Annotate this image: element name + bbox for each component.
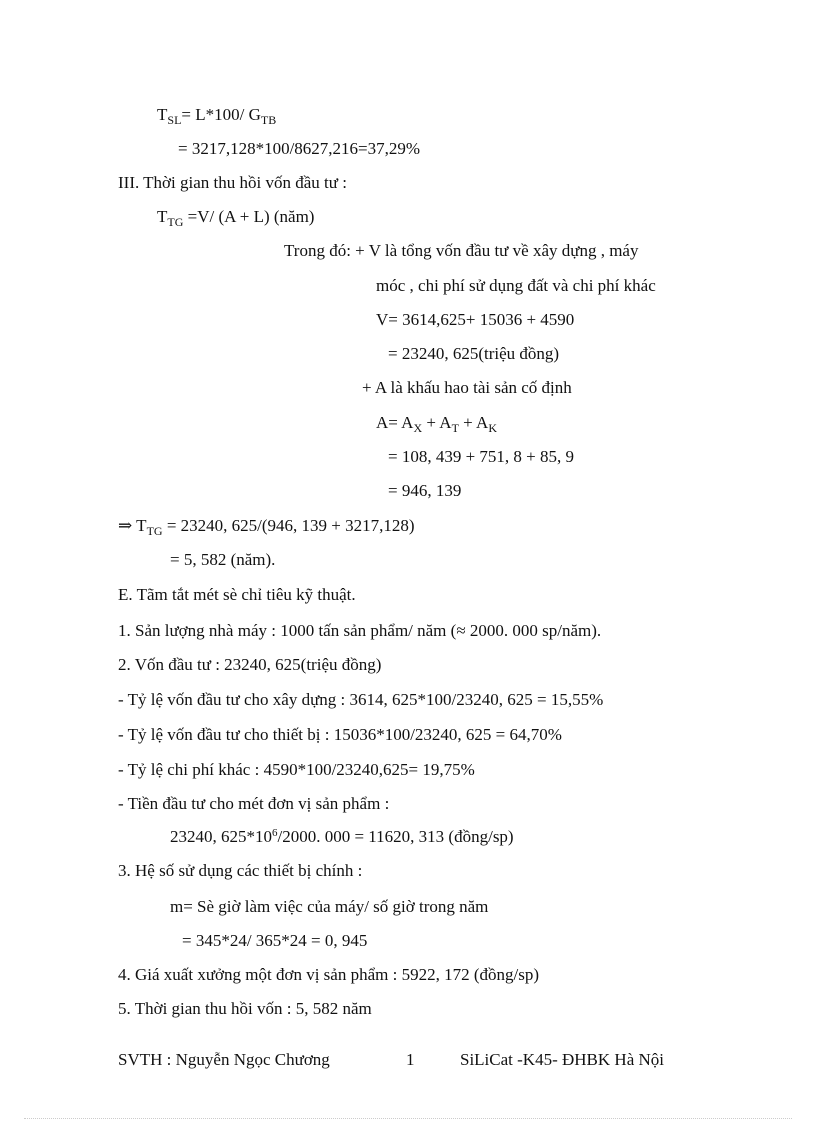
item-1-output: 1. Sản lượng nhà máy : 1000 tấn sản phẩm/ năm (≈ 2000. 000 sp/năm). bbox=[118, 621, 602, 640]
ttg-result: = 5, 582 (năm). bbox=[170, 550, 276, 569]
footer-school: SiLiCat -K45- ĐHBK Hà Nội bbox=[460, 1050, 664, 1069]
item-5-payback: 5. Thời gian thu hồi vốn : 5, 582 năm bbox=[118, 999, 372, 1018]
a-sum: = 108, 439 + 751, 8 + 85, 9 bbox=[388, 447, 575, 466]
where-v-line-1: Trong đó: + V là tổng vốn đầu tư về xây dựng , máy bbox=[284, 241, 639, 260]
where-a: + A là khấu hao tài sản cố định bbox=[362, 378, 572, 397]
ratio-equipment: - Tỷ lệ vốn đầu tư cho thiết bị : 15036*100/23240, 625 = 64,70% bbox=[118, 725, 562, 744]
a-formula: $A= A_X + A_T + A_K$ bbox=[376, 413, 498, 435]
section-e-heading: E. Tãm tắt mét sè chỉ tiêu kỹ thuật. bbox=[118, 585, 356, 604]
unit-cost-calculation: 23240, $625*10^6/2000$. 000 = 11620, 313 (đồng/sp) bbox=[170, 827, 514, 846]
item-3-usage-factor: 3. Hệ số sử dụng các thiết bị chính : bbox=[118, 861, 363, 880]
ttg-calculation: ⇒ $T_{TG} = 23240$, 625/(946, 139 + 3217,128) bbox=[118, 516, 415, 538]
section-iii-heading: III. Thời gian thu hồi vốn đầu tư : bbox=[118, 173, 347, 192]
tsl-formula: $T_{SL}= L*100/$ $G_{TB}$ bbox=[157, 105, 277, 127]
tsl-value: = 3217,128*100/8627,216=37,29% bbox=[178, 139, 421, 158]
item-4-unit-price: 4. Giá xuất xưởng một đơn vị sản phẩm : 5922, 172 (đồng/sp) bbox=[118, 965, 539, 984]
ratio-other-costs: - Tỷ lệ chi phí khác : 4590*100/23240,625= 19,75% bbox=[118, 760, 475, 779]
a-total: = 946, 139 bbox=[388, 481, 462, 500]
v-total: = 23240, 625(triệu đồng) bbox=[388, 344, 560, 363]
v-sum: V= 3614,625+ 15036 + 4590 bbox=[376, 310, 575, 329]
m-formula: m= Sè giờ làm việc của máy/ số giờ trong năm bbox=[170, 897, 489, 916]
unit-cost-label: - Tiền đầu tư cho mét đơn vị sản phẩm : bbox=[118, 794, 390, 813]
ratio-construction: - Tỷ lệ vốn đầu tư cho xây dựng : 3614, 625*100/23240, 625 = 15,55% bbox=[118, 690, 604, 709]
m-value: = 345*24/ 365*24 = 0, 945 bbox=[182, 931, 368, 950]
where-v-line-2: móc , chi phí sử dụng đất và chi phí khác bbox=[376, 276, 656, 295]
footer-author: SVTH : Nguyễn Ngọc Chương bbox=[118, 1050, 330, 1069]
page-bottom-edge bbox=[24, 1118, 792, 1119]
footer-page-number: 1 bbox=[406, 1050, 415, 1069]
ttg-formula: $T_{TG} =V/$ (A + L) (năm) bbox=[157, 207, 315, 229]
item-2-investment: 2. Vốn đầu tư : 23240, 625(triệu đồng) bbox=[118, 655, 382, 674]
